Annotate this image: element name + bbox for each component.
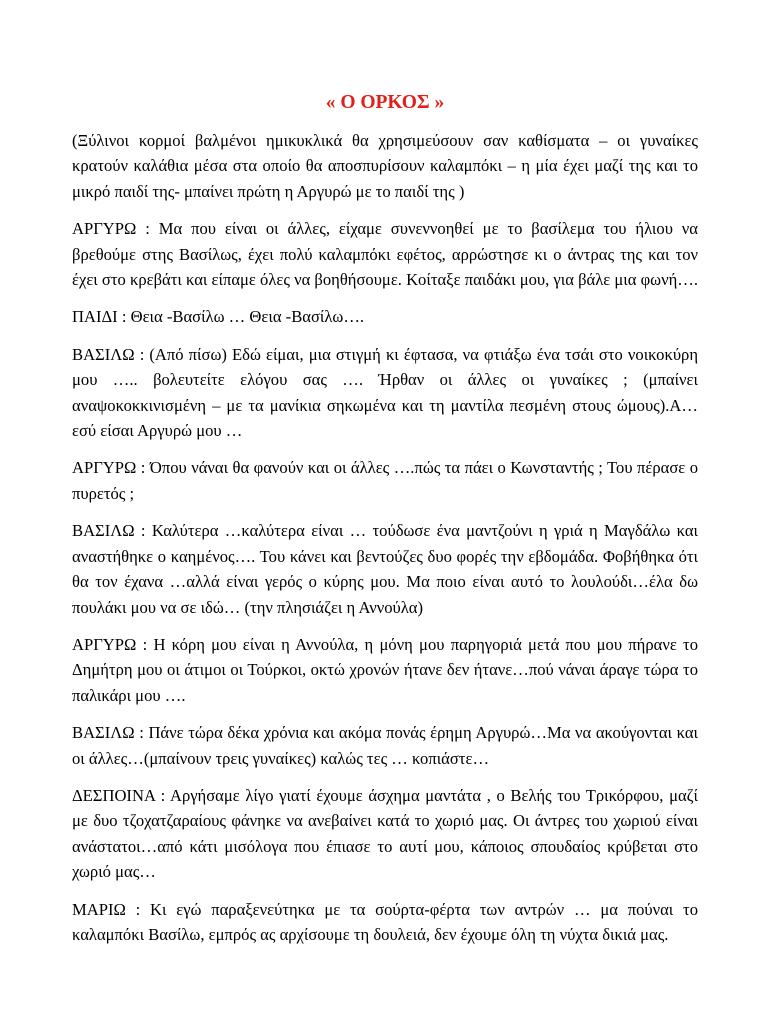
dialogue-paragraph: ΒΑΣΙΛΩ : Καλύτερα …καλύτερα είναι … τούδωσε ένα μαντζούνι η γριά η Μαγδάλω και αναστήθηκε ο καημένος…. Του κάνει και βεντούζες δυο φορές την εβδομάδα. Φοβήθηκα ότι θα τον έχανα …αλλά είναι γερός ο κύρης μου. Μα ποιο είναι αυτό το λουλούδι…έλα δω πουλάκι μου να σε ιδώ… (την πλησιάζει η Αννούλα) <box>72 521 698 617</box>
stage-direction-intro: (Ξύλινοι κορμοί βαλμένοι ημικυκλικά θα χρησιμεύσουν σαν καθίσματα – οι γυναίκες κρατούν καλάθια μέσα στα οποίο θα αποσπυρίσουν καλαμπόκι – η μία έχει μαζί της και το μικρό παιδί της- μπαίνει πρώτη η Αργυρώ με το παιδί της ) <box>72 131 698 201</box>
dialogue-paragraph: ΜΑΡΙΩ : Κι εγώ παραξενεύτηκα με τα σούρτα-φέρτα των αντρών … μα πούναι το καλαμπόκι Βασίλω, εμπρός ας αρχίσουμε τη δουλειά, δεν έχουμε όλη τη νύχτα δικιά μας. <box>72 899 698 944</box>
dialogue-paragraph: ΠΑΙΔΙ : Θεια -Βασίλω … Θεια -Βασίλω…. <box>72 307 365 327</box>
dialogue-paragraph: ΒΑΣΙΛΩ : (Από πίσω) Εδώ είμαι, μια στιγμή κι έφτασα, να φτιάξω ένα τσάι στο νοικοκύρη μου ….. βολευτείτε ελόγου σας …. Ήρθαν οι άλλες οι γυναίκες ; (μπαίνει αναψοκοκκινισμένη – με τα μανίκια σηκωμένα και τη μαντίλα πεσμένη στους ώμους).Α… εσύ είσαι Αργυρώ μου … <box>72 344 698 441</box>
dialogue-paragraph: ΑΡΓΥΡΩ : Η κόρη μου είναι η Αννούλα, η μόνη μου παρηγοριά μετά που μου πήρανε το Δημήτρη μου οι άτιμοι οι Τούρκοι, οκτώ χρονών ήτανε δεν ήτανε…πού νάναι άραγε τώρα το παλικάρι μου …. <box>72 634 698 705</box>
dialogue-paragraph: ΒΑΣΙΛΩ : Πάνε τώρα δέκα χρόνια και ακόμα πονάς έρημη Αργυρώ…Μα να ακούγονται και οι άλλες…(μπαίνουν τρεις γυναίκες) καλώς τες … κοπιάστε… <box>72 723 698 768</box>
document-title: « Ο ΟΡΚΟΣ » <box>325 92 445 113</box>
dialogue-paragraph: ΔΕΣΠΟΙΝΑ : Αργήσαμε λίγο γιατί έχουμε άσχημα μαντάτα , ο Βελής του Τρικόρφου, μαζί με δυο τζοχατζαραίους φάνηκε να ανεβαίνει κατά το χωριό μας. Οι άντρες του χωριού είναι ανάστατοι…από κάτι μισόλογα που έπιασε το αυτί μου, κάποιος σπουδαίος κρύβεται στο χωριό μας… <box>72 785 698 882</box>
dialogue-paragraph: ΑΡΓΥΡΩ : Μα που είναι οι άλλες, είχαμε συνεννοηθεί με το βασίλεμα του ήλιου να βρεθούμε στης Βασίλως, έχει πολύ καλαμπόκι εφέτος, αρρώστησε κι ο άντρας της και τον έχει στο κρεβάτι και είπαμε όλες να βοηθήσουμε. Κοίταξε παιδάκι μου, για βάλε μια φωνή…. <box>72 219 698 290</box>
dialogue-paragraph: ΑΡΓΥΡΩ : Όπου νάναι θα φανούν και οι άλλες ….πώς τα πάει ο Κωνσταντής ; Του πέρασε ο πυρετός ; <box>72 458 698 503</box>
